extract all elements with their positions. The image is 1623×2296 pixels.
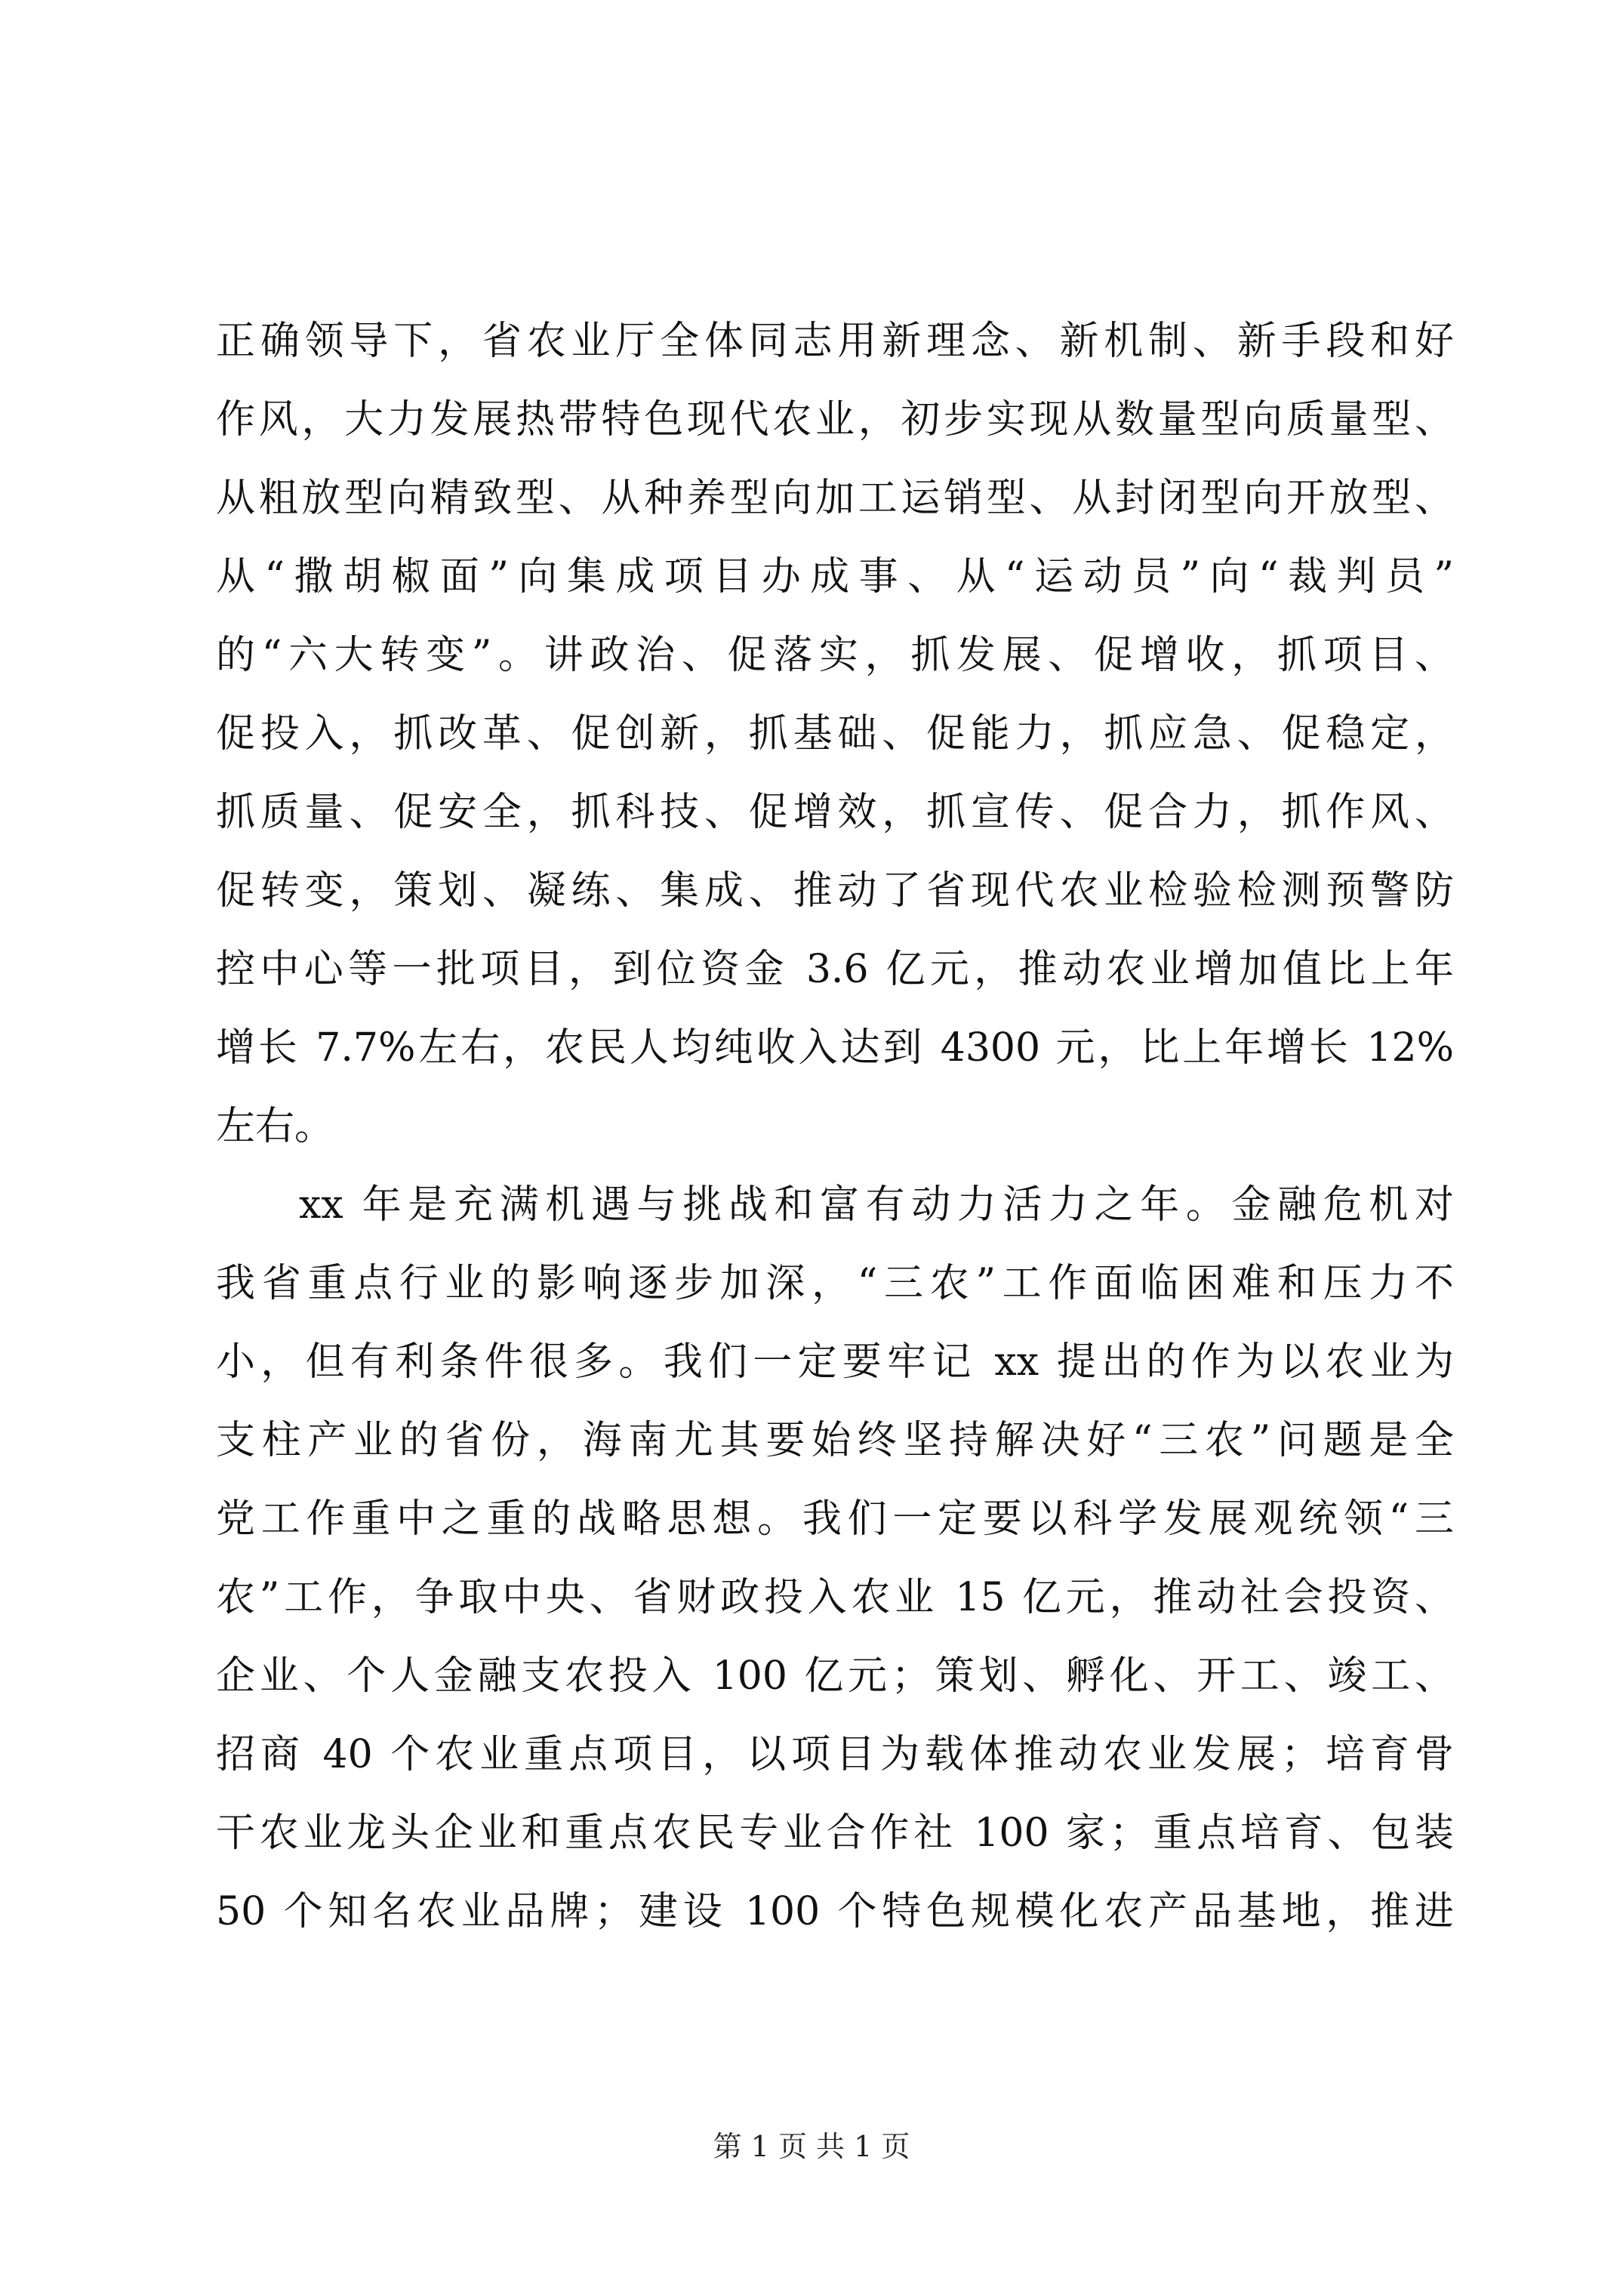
text-line: 正确领导下，省农业厅全体同志用新理念、新机制、新手段和好 xyxy=(216,319,1454,364)
text-line: 的“六大转变”。讲政治、促落实，抓发展、促增收，抓项目、 xyxy=(216,633,1454,678)
text-line: 左右。 xyxy=(216,1104,334,1149)
text-line: 从“撒胡椒面”向集成项目办成事、从“运动员”向“裁判员” xyxy=(216,554,1454,599)
text-line: 促转变，策划、凝练、集成、推动了省现代农业检验检测预警防 xyxy=(216,868,1454,914)
text-line: 50 个知名农业品牌；建设 100 个特色规模化农产品基地，推进 xyxy=(216,1889,1454,1934)
text-line: 农”工作，争取中央、省财政投入农业 15 亿元，推动社会投资、 xyxy=(216,1575,1454,1620)
text-line: 党工作重中之重的战略思想。我们一定要以科学发展观统领“三 xyxy=(216,1496,1454,1542)
paragraph xyxy=(216,1166,1454,1951)
text-line: 抓质量、促安全，抓科技、促增效，抓宣传、促合力，抓作风、 xyxy=(216,790,1454,835)
text-line: xx 年是充满机遇与挑战和富有动力活力之年。金融危机对 xyxy=(299,1182,1454,1228)
document-body xyxy=(216,302,1454,1951)
text-line: 企业、个人金融支农投入 100 亿元；策划、孵化、开工、竣工、 xyxy=(216,1653,1454,1699)
text-line: 招商 40 个农业重点项目，以项目为载体推动农业发展；培育骨 xyxy=(216,1732,1454,1777)
text-line: 作风，大力发展热带特色现代农业，初步实现从数量型向质量型、 xyxy=(216,397,1454,442)
page-footer: 第 1 页 共 1 页 xyxy=(713,2130,910,2163)
text-line: 支柱产业的省份，海南尤其要始终坚持解决好“三农”问题是全 xyxy=(216,1418,1454,1463)
text-line: 控中心等一批项目，到位资金 3.6 亿元，推动农业增加值比上年 xyxy=(216,947,1454,992)
text-line: 小，但有利条件很多。我们一定要牢记 xx 提出的作为以农业为 xyxy=(216,1339,1454,1385)
text-line: 干农业龙头企业和重点农民专业合作社 100 家；重点培育、包装 xyxy=(216,1811,1454,1856)
paragraph xyxy=(216,302,1454,1166)
text-line: 促投入，抓改革、促创新，抓基础、促能力，抓应急、促稳定， xyxy=(216,711,1454,757)
text-line: 从粗放型向精致型、从种养型向加工运销型、从封闭型向开放型、 xyxy=(216,476,1454,521)
text-line: 增长 7.7%左右，农民人均纯收入达到 4300 元，比上年增长 12% xyxy=(216,1025,1454,1071)
text-line: 我省重点行业的影响逐步加深，“三农”工作面临困难和压力不 xyxy=(216,1261,1454,1306)
